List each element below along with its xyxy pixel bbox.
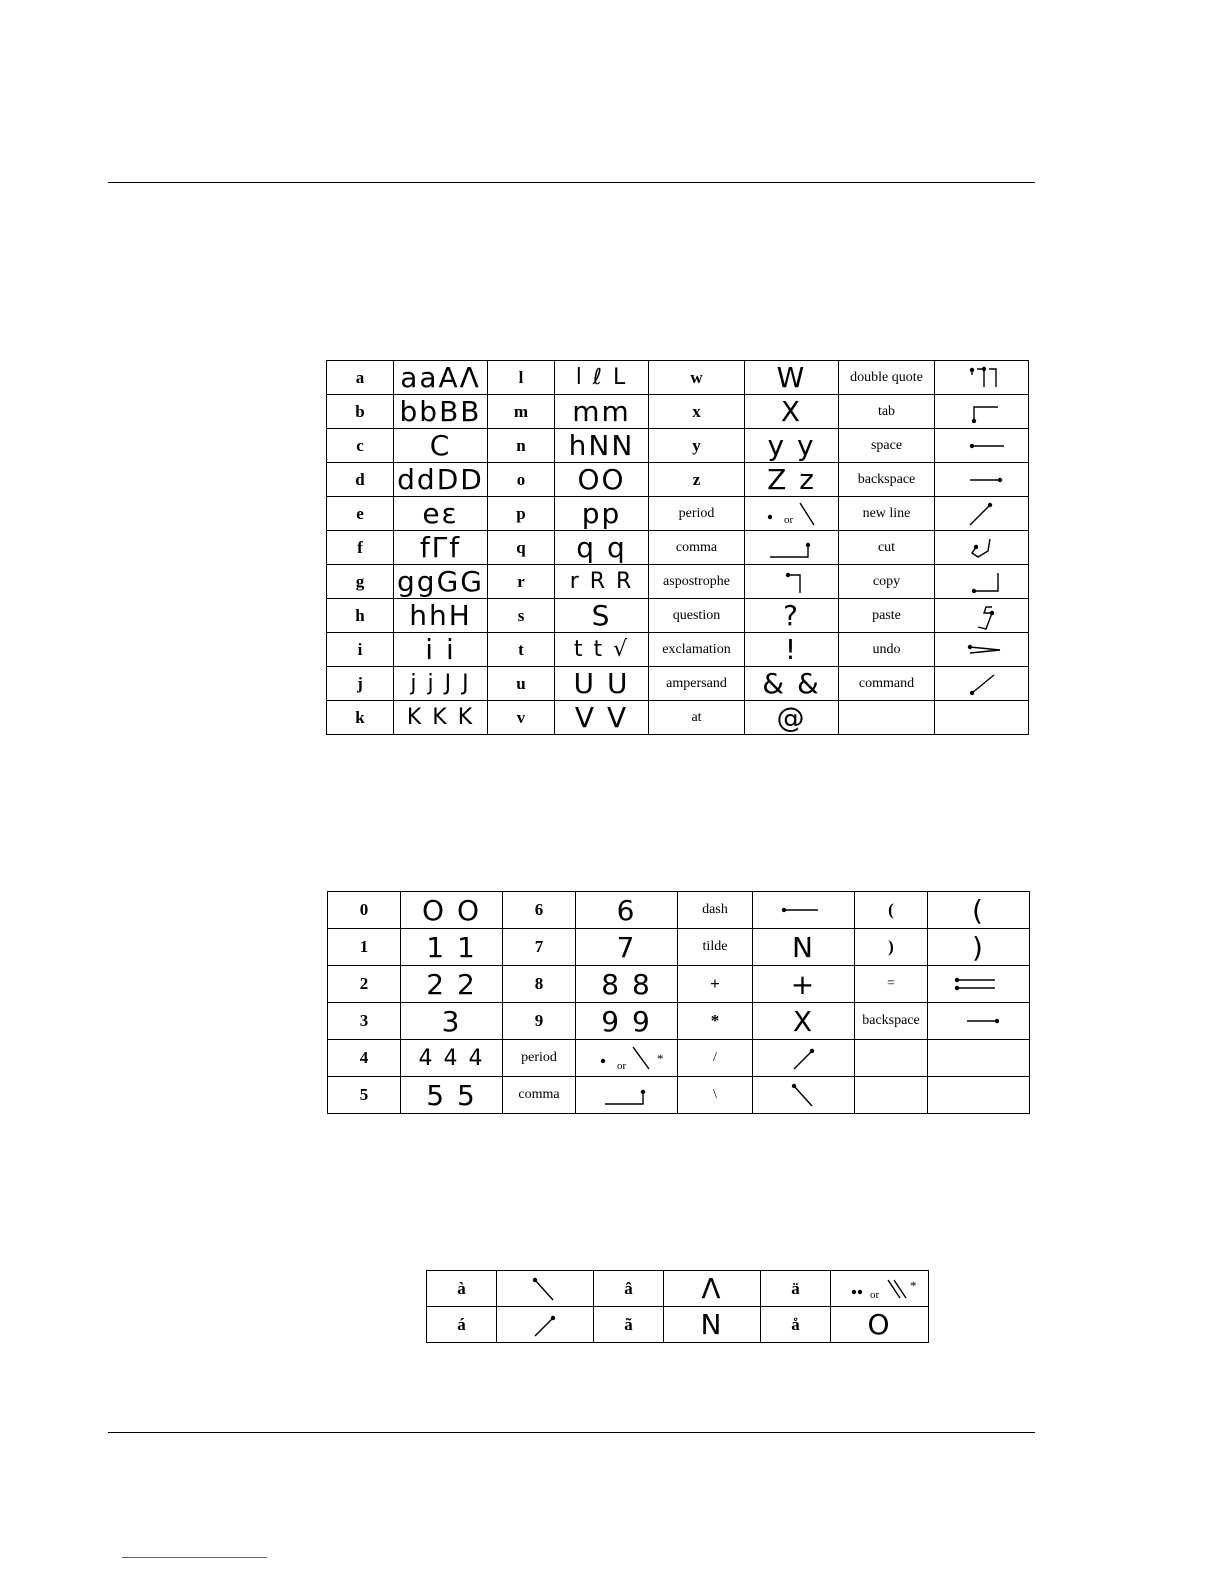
- numbers-row: [328, 1003, 1030, 1040]
- numbers-key-cell: 4: [328, 1040, 401, 1077]
- numbers-stroke-cell: O O: [401, 892, 503, 929]
- letters-stroke-table: [326, 360, 1029, 735]
- letters-stroke-cell: aaAΛ: [394, 361, 488, 395]
- letters-stroke-cell: !: [745, 633, 839, 667]
- numbers-stroke-cell: ): [928, 929, 1030, 966]
- numbers-key-cell: /: [678, 1040, 753, 1077]
- letters-stroke-cell: [935, 395, 1029, 429]
- accents-key-cell: ã: [594, 1307, 664, 1343]
- numbers-stroke-cell: [928, 966, 1030, 1003]
- accents-stroke-table: [426, 1270, 929, 1343]
- numbers-stroke-cell: [928, 1003, 1030, 1040]
- stroke-or-label: *: [656, 1051, 663, 1066]
- stroke-or-label: or: [783, 513, 793, 526]
- comma-stroke-icon: [587, 1080, 667, 1110]
- letters-key-cell: u: [488, 667, 555, 701]
- tab-stroke-icon: [942, 397, 1022, 427]
- accents-stroke-cell: O: [831, 1307, 929, 1343]
- letters-stroke-cell: y y: [745, 429, 839, 463]
- newline-stroke-icon: [942, 499, 1022, 529]
- footnote-rule: [122, 1557, 267, 1558]
- numbers-key-cell: ): [855, 929, 928, 966]
- letters-key-cell: y: [649, 429, 745, 463]
- comma-stroke-icon: [752, 533, 832, 563]
- letters-stroke-cell: fΓf: [394, 531, 488, 565]
- numbers-key-cell: \: [678, 1077, 753, 1114]
- numbers-stroke-cell: X: [753, 1003, 855, 1040]
- letters-key-cell: i: [327, 633, 394, 667]
- letters-row: [327, 531, 1029, 565]
- letters-stroke-cell: j j J J: [394, 667, 488, 701]
- letters-key-cell: copy: [839, 565, 935, 599]
- letters-row: [327, 429, 1029, 463]
- letters-stroke-cell: l ℓ L: [555, 361, 649, 395]
- accents-stroke-cell: [831, 1271, 929, 1307]
- letters-key-cell: k: [327, 701, 394, 735]
- letters-key-cell: e: [327, 497, 394, 531]
- letters-key-cell: g: [327, 565, 394, 599]
- letters-stroke-cell: [935, 599, 1029, 633]
- letters-key-cell: undo: [839, 633, 935, 667]
- numbers-stroke-cell: 9 9: [576, 1003, 678, 1040]
- accents-key-cell: à: [427, 1271, 497, 1307]
- numbers-row: [328, 1040, 1030, 1077]
- backspace-stroke-icon: [942, 465, 1022, 495]
- undo-stroke-icon: [942, 635, 1022, 665]
- numbers-key-cell: +: [678, 966, 753, 1003]
- letters-stroke-cell: [935, 667, 1029, 701]
- letters-key-cell: exclamation: [649, 633, 745, 667]
- letters-key-cell: backspace: [839, 463, 935, 497]
- letters-stroke-cell: ggGG: [394, 565, 488, 599]
- letters-stroke-cell: ?: [745, 599, 839, 633]
- letters-key-cell: period: [649, 497, 745, 531]
- letters-stroke-cell: [935, 531, 1029, 565]
- numbers-stroke-cell: [576, 1040, 678, 1077]
- letters-stroke-cell: r R R: [555, 565, 649, 599]
- space-stroke-icon: [942, 431, 1022, 461]
- letters-key-cell: r: [488, 565, 555, 599]
- letters-key-cell: s: [488, 599, 555, 633]
- umlaut-stroke-icon: [840, 1274, 920, 1304]
- numbers-stroke-cell: [753, 1040, 855, 1077]
- letters-key-cell: z: [649, 463, 745, 497]
- letters-key-cell: [839, 701, 935, 735]
- numbers-key-cell: tilde: [678, 929, 753, 966]
- accents-key-cell: å: [761, 1307, 831, 1343]
- letters-key-cell: p: [488, 497, 555, 531]
- letters-stroke-cell: bbBB: [394, 395, 488, 429]
- letters-key-cell: question: [649, 599, 745, 633]
- stroke-or-label: or: [616, 1060, 626, 1072]
- numbers-stroke-cell: 3: [401, 1003, 503, 1040]
- numbers-stroke-cell: 6: [576, 892, 678, 929]
- numbers-stroke-cell: 1 1: [401, 929, 503, 966]
- letters-key-cell: comma: [649, 531, 745, 565]
- accents-stroke-cell: [497, 1271, 594, 1307]
- numbers-row: [328, 966, 1030, 1003]
- letters-key-cell: tab: [839, 395, 935, 429]
- numbers-key-cell: (: [855, 892, 928, 929]
- dash-stroke-icon: [764, 895, 844, 925]
- letters-row: [327, 667, 1029, 701]
- numbers-row: [328, 929, 1030, 966]
- letters-stroke-cell: [745, 497, 839, 531]
- cut-stroke-icon: [942, 533, 1022, 563]
- numbers-key-cell: 9: [503, 1003, 576, 1040]
- letters-key-cell: aspostrophe: [649, 565, 745, 599]
- numbers-stroke-cell: [928, 1077, 1030, 1114]
- letters-key-cell: f: [327, 531, 394, 565]
- bslash-stroke-icon: [764, 1080, 844, 1110]
- numbers-key-cell: backspace: [855, 1003, 928, 1040]
- numbers-key-cell: 2: [328, 966, 401, 1003]
- numbers-stroke-cell: 8 8: [576, 966, 678, 1003]
- letters-stroke-cell: U U: [555, 667, 649, 701]
- letters-stroke-cell: C: [394, 429, 488, 463]
- period-stroke-icon: [752, 499, 832, 529]
- letters-stroke-cell: i i: [394, 633, 488, 667]
- header-rule: [108, 182, 1035, 183]
- numbers-key-cell: =: [855, 966, 928, 1003]
- letters-stroke-cell: ddDD: [394, 463, 488, 497]
- numbers-key-cell: dash: [678, 892, 753, 929]
- numbers-key-cell: [855, 1077, 928, 1114]
- letters-stroke-cell: X: [745, 395, 839, 429]
- numbers-stroke-cell: [753, 892, 855, 929]
- letters-stroke-cell: q q: [555, 531, 649, 565]
- numbers-row: [328, 1077, 1030, 1114]
- letters-stroke-cell: [935, 633, 1029, 667]
- letters-stroke-cell: pp: [555, 497, 649, 531]
- letters-stroke-cell: Z z: [745, 463, 839, 497]
- numbers-key-cell: 3: [328, 1003, 401, 1040]
- numbers-stroke-cell: [576, 1077, 678, 1114]
- slash-stroke-icon: [764, 1043, 844, 1073]
- letters-key-cell: x: [649, 395, 745, 429]
- letters-stroke-cell: OO: [555, 463, 649, 497]
- letters-key-cell: paste: [839, 599, 935, 633]
- letters-stroke-cell: [935, 463, 1029, 497]
- paste-stroke-icon: [942, 601, 1022, 631]
- numbers-key-cell: comma: [503, 1077, 576, 1114]
- letters-key-cell: m: [488, 395, 555, 429]
- letters-stroke-cell: mm: [555, 395, 649, 429]
- numbers-key-cell: period: [503, 1040, 576, 1077]
- letters-key-cell: at: [649, 701, 745, 735]
- letters-stroke-cell: [935, 361, 1029, 395]
- letters-row: [327, 701, 1029, 735]
- letters-row: [327, 361, 1029, 395]
- dquote-stroke-icon: [942, 363, 1022, 393]
- letters-key-cell: new line: [839, 497, 935, 531]
- backspace-stroke-icon: [939, 1006, 1019, 1036]
- numbers-stroke-cell: (: [928, 892, 1030, 929]
- numbers-key-cell: 5: [328, 1077, 401, 1114]
- accents-stroke-cell: Λ: [664, 1271, 761, 1307]
- letters-key-cell: q: [488, 531, 555, 565]
- accents-key-cell: ä: [761, 1271, 831, 1307]
- letters-stroke-cell: hNN: [555, 429, 649, 463]
- numbers-key-cell: 1: [328, 929, 401, 966]
- letters-key-cell: d: [327, 463, 394, 497]
- accents-stroke-cell: [497, 1307, 594, 1343]
- letters-stroke-cell: t t √: [555, 633, 649, 667]
- letters-stroke-cell: [745, 531, 839, 565]
- letters-key-cell: t: [488, 633, 555, 667]
- letters-stroke-cell: [745, 565, 839, 599]
- numbers-stroke-cell: 4 4 4: [401, 1040, 503, 1077]
- numbers-stroke-cell: 5 5: [401, 1077, 503, 1114]
- letters-key-cell: l: [488, 361, 555, 395]
- letters-row: [327, 633, 1029, 667]
- letters-stroke-cell: [935, 565, 1029, 599]
- accents-row: [427, 1271, 929, 1307]
- letters-stroke-cell: @: [745, 701, 839, 735]
- letters-row: [327, 497, 1029, 531]
- numbers-key-cell: 7: [503, 929, 576, 966]
- copy-stroke-icon: [942, 567, 1022, 597]
- letters-row: [327, 463, 1029, 497]
- bslash-stroke-icon: [505, 1274, 585, 1304]
- letters-key-cell: o: [488, 463, 555, 497]
- numbers-stroke-cell: [753, 1077, 855, 1114]
- letters-stroke-cell: V V: [555, 701, 649, 735]
- numbers-key-cell: 6: [503, 892, 576, 929]
- letters-stroke-cell: [935, 429, 1029, 463]
- letters-key-cell: b: [327, 395, 394, 429]
- numbers-stroke-cell: [928, 1040, 1030, 1077]
- accents-stroke-cell: N: [664, 1307, 761, 1343]
- command-stroke-icon: [942, 669, 1022, 699]
- numbers-punctuation-stroke-table: [327, 891, 1030, 1114]
- letters-key-cell: cut: [839, 531, 935, 565]
- letters-key-cell: a: [327, 361, 394, 395]
- footer-rule: [108, 1432, 1035, 1433]
- letters-key-cell: n: [488, 429, 555, 463]
- apos-stroke-icon: [752, 567, 832, 597]
- letters-stroke-cell: hhH: [394, 599, 488, 633]
- letters-key-cell: ampersand: [649, 667, 745, 701]
- letters-row: [327, 395, 1029, 429]
- letters-stroke-cell: W: [745, 361, 839, 395]
- letters-key-cell: w: [649, 361, 745, 395]
- letters-key-cell: command: [839, 667, 935, 701]
- letters-key-cell: space: [839, 429, 935, 463]
- letters-stroke-cell: [935, 497, 1029, 531]
- numbers-key-cell: 8: [503, 966, 576, 1003]
- period2-stroke-icon: [587, 1043, 667, 1073]
- accents-row: [427, 1307, 929, 1343]
- letters-stroke-cell: K K K: [394, 701, 488, 735]
- letters-stroke-cell: [935, 701, 1029, 735]
- accents-key-cell: á: [427, 1307, 497, 1343]
- stroke-or-label: *: [909, 1277, 916, 1293]
- letters-key-cell: h: [327, 599, 394, 633]
- letters-row: [327, 565, 1029, 599]
- numbers-key-cell: [855, 1040, 928, 1077]
- numbers-stroke-cell: +: [753, 966, 855, 1003]
- slash-stroke-icon: [505, 1310, 585, 1340]
- numbers-stroke-cell: 7: [576, 929, 678, 966]
- numbers-stroke-cell: 2 2: [401, 966, 503, 1003]
- letters-stroke-cell: & &: [745, 667, 839, 701]
- letters-key-cell: v: [488, 701, 555, 735]
- letters-key-cell: c: [327, 429, 394, 463]
- letters-key-cell: double quote: [839, 361, 935, 395]
- letters-key-cell: j: [327, 667, 394, 701]
- numbers-key-cell: 0: [328, 892, 401, 929]
- numbers-stroke-cell: N: [753, 929, 855, 966]
- accents-key-cell: â: [594, 1271, 664, 1307]
- stroke-or-label: or: [869, 1288, 879, 1301]
- equals-stroke-icon: [939, 969, 1019, 999]
- letters-row: [327, 599, 1029, 633]
- letters-stroke-cell: S: [555, 599, 649, 633]
- numbers-key-cell: *: [678, 1003, 753, 1040]
- letters-stroke-cell: eε: [394, 497, 488, 531]
- numbers-row: [328, 892, 1030, 929]
